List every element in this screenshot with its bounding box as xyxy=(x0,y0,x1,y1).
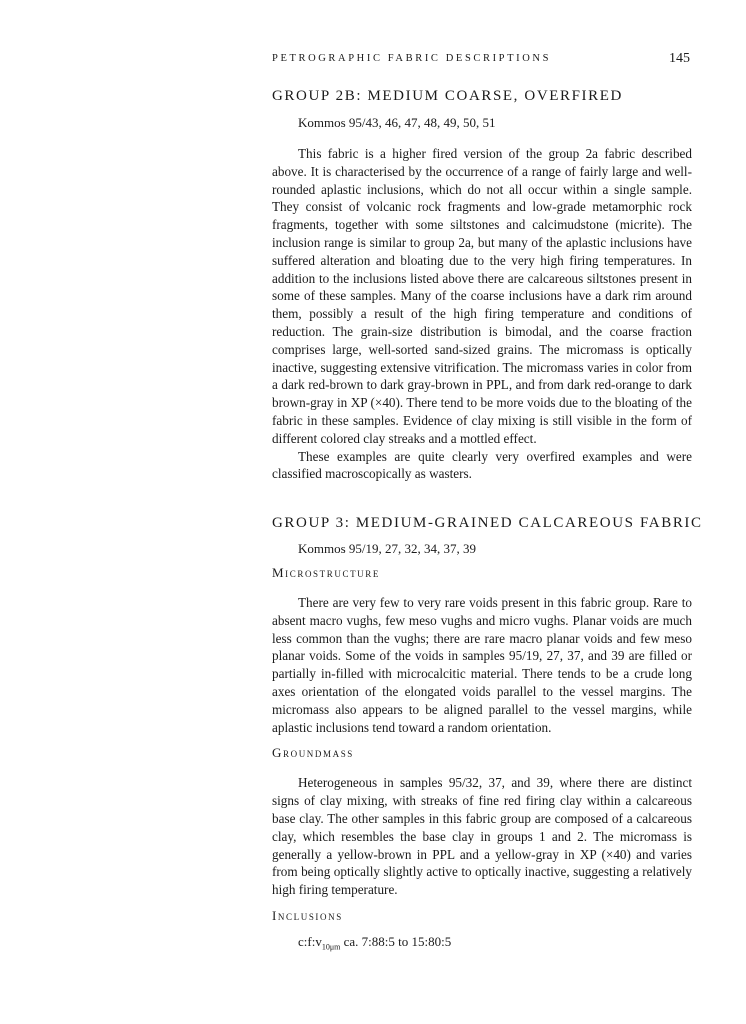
ratio-prefix: c:f:v xyxy=(298,933,322,949)
microstructure-text: There are very few to very rare voids present in this fabric group. Rare to absent macro vughs, few meso vughs and micro vughs. Planar voids are much less common than the vughs; there are rare macro planar voids and few meso planar voids. Some of the voids in samples 95/19, 27, 37, and 39 are filled or partially in-filled with microcalcitic material. There tends to be a crude long axes orientation of the elongated voids parallel to the vessel margins. The micromass also appears to be aligned parallel to the vessel margins, while aplastic inclusions tend toward a random orientation. xyxy=(272,595,692,735)
inclusions-heading: Inclusions xyxy=(272,907,343,923)
microstructure-heading: Microstructure xyxy=(272,565,380,580)
group-3-heading: GROUP 3: MEDIUM-GRAINED CALCAREOUS FABRIC xyxy=(272,515,703,531)
groundmass-heading: Groundmass xyxy=(272,745,354,761)
group-2b-heading: GROUP 2B: MEDIUM COARSE, OVERFIRED xyxy=(272,88,623,104)
running-head: PETROGRAPHIC FABRIC DESCRIPTIONS xyxy=(272,53,552,64)
group-2b-paragraph-2: These examples are quite clearly very overfired examples and were classified macroscopically as wasters. xyxy=(272,448,692,482)
ratio-subscript: 10μm xyxy=(321,942,341,952)
ratio-values: ca. 7:88:5 to 15:80:5 xyxy=(340,933,452,949)
page-number: 145 xyxy=(669,51,690,66)
group-2b-section xyxy=(272,86,692,483)
groundmass-text: Heterogeneous in samples 95/32, 37, and 39, where there are distinct signs of clay mixing, with streaks of fine red firing clay within a calcareous base clay. The other samples in this fabric group are composed of a calcareous clay, which resembles the base clay in groups 1 and 2. The micromass is generally a yellow-brown in PPL and a yellow-gray in XP (×40) and varies from being optically slightly active to optically inactive, suggesting a relatively high firing temperature. xyxy=(272,775,692,898)
group-2b-paragraph-1: This fabric is a higher fired version of the group 2a fabric described above. It is characterised by the occurrence of a range of fairly large and well-rounded aplastic inclusions, which do not all occur within a single sample. They consist of volcanic rock fragments and low-grade metamorphic rock fragments, together with some siltstones and calcimudstone (micrite). The inclusion range is similar to group 2a, but many of the aplastic inclusions have suffered alteration and bloating due to the very high firing temperatures. In addition to the inclusions listed above there are calcareous siltstones present in some of these samples. Many of the coarse inclusions have a dark rim around them, possibly a result of the high firing temperature and conditions of reduction. The grain-size distribution is bimodal, and the coarse fraction comprises large, well-sorted sand-sized grains. The micromass is optically inactive, suggesting extensive vitrification. The micromass varies in color from a dark red-brown to dark gray-brown in PPL, and from dark red-orange to dark brown-gray in XP (×40). There tend to be more voids due to the bloating of the fabric in these samples. Evidence of clay mixing is still visible in the form of different colored clay streaks and a mottled effect. xyxy=(272,146,692,446)
group-3-samples: Kommos 95/19, 27, 32, 34, 37, 39 xyxy=(298,541,477,556)
inclusion-ratio xyxy=(298,933,692,957)
group-2b-samples: Kommos 95/43, 46, 47, 48, 49, 50, 51 xyxy=(298,115,496,130)
group-3-section xyxy=(272,513,703,957)
